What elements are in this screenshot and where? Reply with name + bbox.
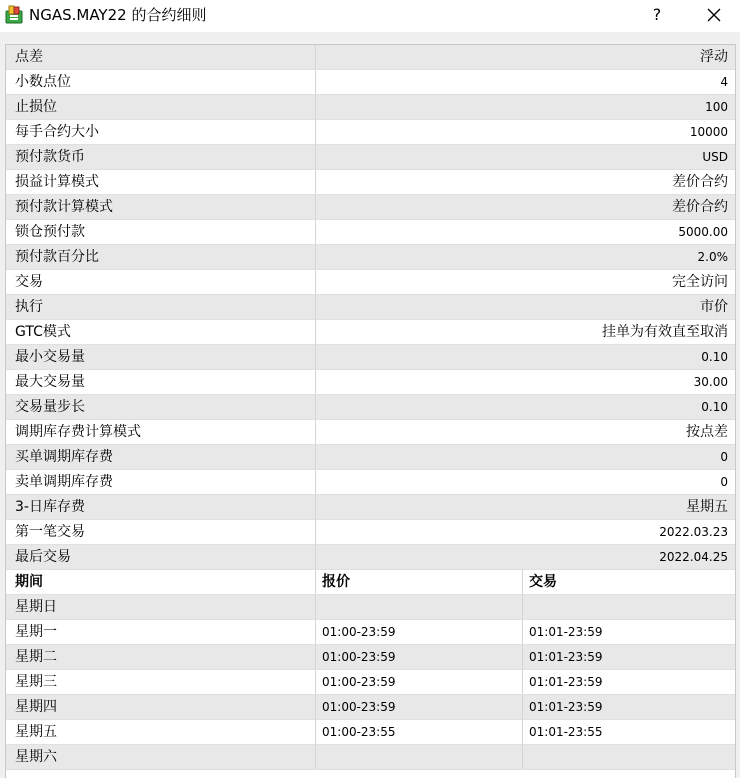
spec-value: 完全访问 <box>672 274 728 290</box>
spec-label: 买单调期库存费 <box>6 445 316 469</box>
spec-label: 锁仓预付款 <box>6 220 316 244</box>
spec-value: 0 <box>720 450 728 464</box>
schedule-quote-hours: 01:00-23:59 <box>316 645 523 669</box>
close-icon <box>696 2 732 28</box>
schedule-row[interactable] <box>6 670 735 695</box>
spec-value: 差价合约 <box>672 174 728 190</box>
schedule-trade-hours: 01:01-23:59 <box>529 625 603 639</box>
spec-value: 0 <box>720 475 728 489</box>
spec-label: 调期库存费计算模式 <box>6 420 316 444</box>
spec-value: 4 <box>720 75 728 89</box>
schedule-header-quote: 报价 <box>316 570 523 594</box>
schedule-day: 星期五 <box>6 720 316 744</box>
spec-value: 星期五 <box>686 499 728 515</box>
schedule-header <box>6 570 735 595</box>
schedule-day: 星期日 <box>6 595 316 619</box>
schedule-quote-hours: 01:00-23:55 <box>316 720 523 744</box>
spec-label: 点差 <box>6 45 316 69</box>
spec-row[interactable] <box>6 495 735 520</box>
spec-value: 挂单为有效直至取消 <box>602 324 728 340</box>
schedule-row[interactable] <box>6 745 735 770</box>
spec-row[interactable] <box>6 370 735 395</box>
spec-row[interactable] <box>6 270 735 295</box>
schedule-quote-hours: 01:00-23:59 <box>316 695 523 719</box>
spec-value: 100 <box>705 100 728 114</box>
title-bar <box>0 0 740 32</box>
spec-value: 5000.00 <box>678 225 728 239</box>
spec-label: 损益计算模式 <box>6 170 316 194</box>
spec-row[interactable] <box>6 470 735 495</box>
schedule-row[interactable] <box>6 620 735 645</box>
spec-label: 预付款计算模式 <box>6 195 316 219</box>
spec-label: 最小交易量 <box>6 345 316 369</box>
spec-row[interactable] <box>6 445 735 470</box>
spec-row[interactable] <box>6 45 735 70</box>
spec-row[interactable] <box>6 195 735 220</box>
spec-label: 止损位 <box>6 95 316 119</box>
help-button[interactable]: ? <box>652 5 662 24</box>
spec-row[interactable] <box>6 345 735 370</box>
spec-label: 交易量步长 <box>6 395 316 419</box>
window-title: NGAS.MAY22 的合约细则 <box>29 6 207 24</box>
spec-value: 按点差 <box>686 424 728 440</box>
schedule-trade-hours: 01:01-23:55 <box>529 725 603 739</box>
spec-value: 2022.03.23 <box>659 525 728 539</box>
schedule-rows <box>6 595 735 770</box>
schedule-quote-hours: 01:00-23:59 <box>316 620 523 644</box>
spec-label: 交易 <box>6 270 316 294</box>
spec-row[interactable] <box>6 520 735 545</box>
spec-value: 0.10 <box>701 350 728 364</box>
spec-value: 市价 <box>700 299 728 315</box>
spec-row[interactable] <box>6 420 735 445</box>
spec-value: 0.10 <box>701 400 728 414</box>
schedule-row[interactable] <box>6 720 735 745</box>
schedule-day: 星期二 <box>6 645 316 669</box>
spec-label: GTC模式 <box>6 320 316 344</box>
spec-row[interactable] <box>6 320 735 345</box>
spec-row[interactable] <box>6 220 735 245</box>
spec-label: 小数点位 <box>6 70 316 94</box>
spec-row[interactable] <box>6 170 735 195</box>
schedule-day: 星期四 <box>6 695 316 719</box>
spec-value: 浮动 <box>700 49 728 65</box>
spec-label: 第一笔交易 <box>6 520 316 544</box>
spec-row[interactable] <box>6 70 735 95</box>
schedule-day: 星期六 <box>6 745 316 769</box>
spec-value: USD <box>702 150 728 164</box>
spec-table <box>5 44 736 778</box>
app-icon <box>4 4 24 24</box>
schedule-header-period: 期间 <box>6 570 316 594</box>
schedule-quote-hours: 01:00-23:59 <box>316 670 523 694</box>
spec-label: 最大交易量 <box>6 370 316 394</box>
spec-value: 2.0% <box>697 250 728 264</box>
spec-label: 最后交易 <box>6 545 316 569</box>
spec-row[interactable] <box>6 145 735 170</box>
spec-value: 10000 <box>689 125 728 139</box>
spec-value: 2022.04.25 <box>659 550 728 564</box>
spec-value: 差价合约 <box>672 199 728 215</box>
schedule-trade-hours: 01:01-23:59 <box>529 675 603 689</box>
schedule-trade-hours <box>523 595 735 619</box>
spec-row[interactable] <box>6 245 735 270</box>
schedule-trade-hours: 01:01-23:59 <box>529 700 603 714</box>
spec-label: 预付款百分比 <box>6 245 316 269</box>
close-button[interactable] <box>696 2 732 28</box>
spec-label: 执行 <box>6 295 316 319</box>
schedule-row[interactable] <box>6 695 735 720</box>
spec-row[interactable] <box>6 545 735 570</box>
spec-row[interactable] <box>6 120 735 145</box>
schedule-trade-hours: 01:01-23:59 <box>529 650 603 664</box>
spec-row[interactable] <box>6 295 735 320</box>
schedule-quote-hours <box>316 595 523 619</box>
schedule-row[interactable] <box>6 595 735 620</box>
spec-label: 预付款货币 <box>6 145 316 169</box>
schedule-quote-hours <box>316 745 523 769</box>
spec-rows <box>6 45 735 570</box>
schedule-trade-hours <box>523 745 735 769</box>
schedule-day: 星期一 <box>6 620 316 644</box>
schedule-day: 星期三 <box>6 670 316 694</box>
spec-label: 每手合约大小 <box>6 120 316 144</box>
spec-row[interactable] <box>6 395 735 420</box>
spec-label: 卖单调期库存费 <box>6 470 316 494</box>
schedule-row[interactable] <box>6 645 735 670</box>
spec-row[interactable] <box>6 95 735 120</box>
spec-label: 3-日库存费 <box>6 495 316 519</box>
schedule-header-trade: 交易 <box>529 574 557 590</box>
spec-value: 30.00 <box>693 375 728 389</box>
